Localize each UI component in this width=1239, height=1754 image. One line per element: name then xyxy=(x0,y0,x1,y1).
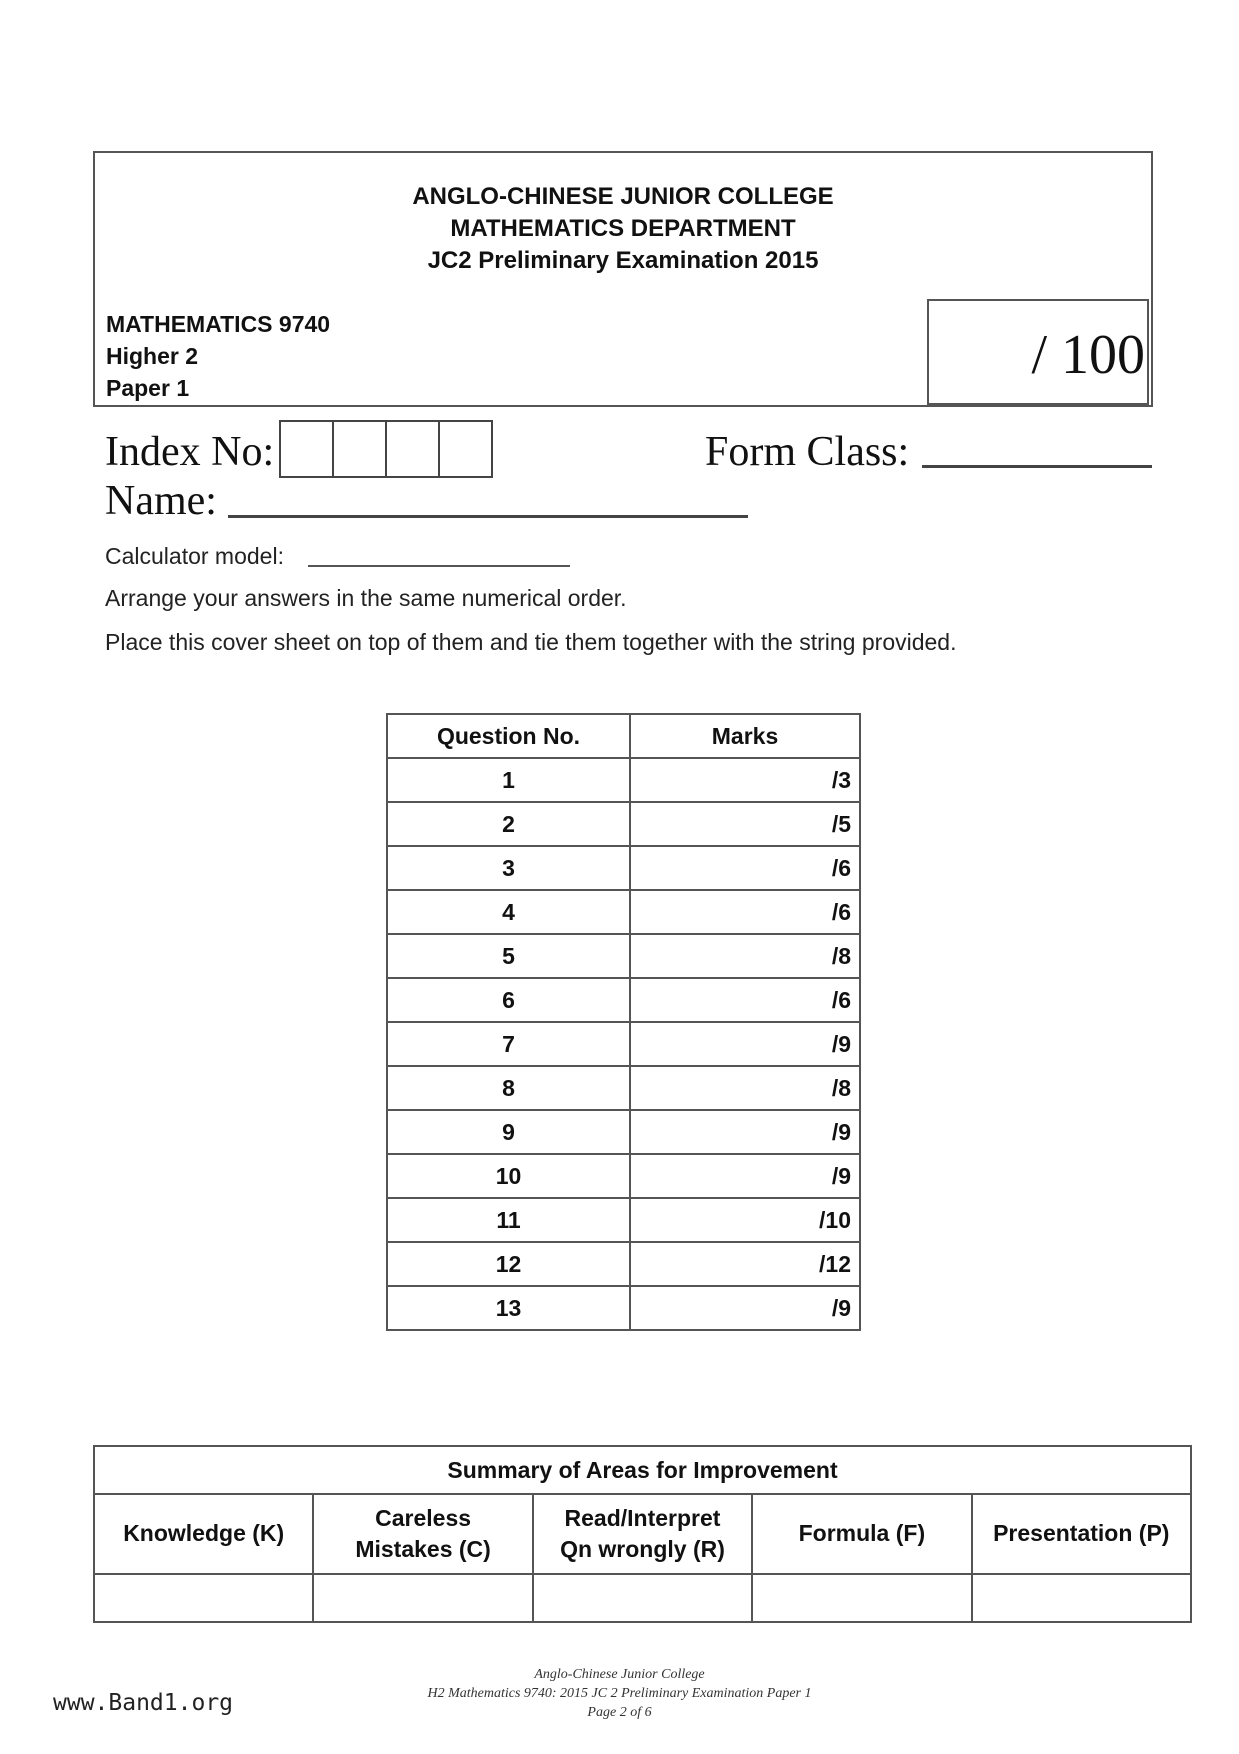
table-row xyxy=(387,890,860,934)
marks-cell[interactable]: /3 xyxy=(630,758,860,802)
category-label: Formula (F) xyxy=(798,1520,926,1547)
summary-category xyxy=(94,1494,313,1574)
question-number: 4 xyxy=(387,890,630,934)
exam-title: JC2 Preliminary Examination 2015 xyxy=(427,247,819,274)
total-score: / 100 xyxy=(1031,324,1145,386)
question-number: 12 xyxy=(387,1242,630,1286)
summary-category xyxy=(972,1494,1191,1574)
category-label: Qn wrongly (R) xyxy=(560,1536,725,1562)
header-box xyxy=(93,151,1153,407)
name-field[interactable] xyxy=(228,515,748,518)
instruction-line: Arrange your answers in the same numerical order. xyxy=(105,585,627,611)
header-marks: Marks xyxy=(630,714,860,758)
form-class-field[interactable] xyxy=(922,465,1152,468)
index-number-boxes[interactable] xyxy=(279,420,493,478)
summary-entry-cell[interactable] xyxy=(313,1574,532,1622)
table-row xyxy=(387,1110,860,1154)
marks-cell[interactable]: /6 xyxy=(630,978,860,1022)
marks-cell[interactable]: /5 xyxy=(630,802,860,846)
table-row xyxy=(387,758,860,802)
summary-category xyxy=(533,1494,752,1574)
question-number: 10 xyxy=(387,1154,630,1198)
table-row xyxy=(387,1066,860,1110)
table-row xyxy=(387,1286,860,1330)
marks-cell[interactable]: /8 xyxy=(630,934,860,978)
calculator-label: Calculator model: xyxy=(105,543,284,569)
footer-paper: H2 Mathematics 9740: 2015 JC 2 Preliminary Examination Paper 1 xyxy=(427,1686,812,1701)
summary-entry-cell[interactable] xyxy=(972,1574,1191,1622)
question-number: 11 xyxy=(387,1198,630,1242)
category-label: Mistakes (C) xyxy=(355,1536,491,1562)
summary-entry-cell[interactable] xyxy=(752,1574,971,1622)
marks-cell[interactable]: /6 xyxy=(630,890,860,934)
summary-category xyxy=(752,1494,971,1574)
department-name: MATHEMATICS DEPARTMENT xyxy=(450,215,796,242)
marks-cell[interactable]: /9 xyxy=(630,1286,860,1330)
table-row xyxy=(387,934,860,978)
index-label: Index No: xyxy=(105,429,275,475)
marks-table xyxy=(386,713,861,1331)
paper-number: Paper 1 xyxy=(106,375,190,401)
table-row xyxy=(387,978,860,1022)
index-digit-box[interactable] xyxy=(387,422,440,476)
marks-cell[interactable]: /12 xyxy=(630,1242,860,1286)
question-number: 13 xyxy=(387,1286,630,1330)
marks-cell[interactable]: /6 xyxy=(630,846,860,890)
header-question-no: Question No. xyxy=(387,714,630,758)
question-number: 9 xyxy=(387,1110,630,1154)
index-digit-box[interactable] xyxy=(440,422,491,476)
table-header-row xyxy=(387,714,860,758)
summary-entry-cell[interactable] xyxy=(533,1574,752,1622)
marks-cell[interactable]: /8 xyxy=(630,1066,860,1110)
summary-category xyxy=(313,1494,532,1574)
calculator-field[interactable] xyxy=(308,565,570,567)
table-row xyxy=(387,1198,860,1242)
question-number: 5 xyxy=(387,934,630,978)
summary-entry-cell[interactable] xyxy=(94,1574,313,1622)
question-number: 6 xyxy=(387,978,630,1022)
form-class-label: Form Class: xyxy=(705,429,910,475)
table-row xyxy=(387,1154,860,1198)
question-number: 2 xyxy=(387,802,630,846)
table-row xyxy=(387,1022,860,1066)
summary-table xyxy=(93,1445,1192,1623)
footer-college: Anglo-Chinese Junior College xyxy=(534,1667,705,1682)
category-label: Careless xyxy=(375,1504,472,1531)
subject-level: Higher 2 xyxy=(106,343,199,369)
marks-cell[interactable]: /9 xyxy=(630,1022,860,1066)
question-number: 1 xyxy=(387,758,630,802)
marks-cell[interactable]: /10 xyxy=(630,1198,860,1242)
marks-cell[interactable]: /9 xyxy=(630,1154,860,1198)
watermark: www.Band1.org xyxy=(53,1690,234,1716)
table-row xyxy=(387,802,860,846)
table-row xyxy=(387,1242,860,1286)
category-label: Presentation (P) xyxy=(993,1520,1170,1547)
footer-page: Page 2 of 6 xyxy=(587,1705,652,1720)
name-label: Name: xyxy=(105,478,217,524)
category-label: Knowledge (K) xyxy=(123,1520,285,1547)
question-number: 8 xyxy=(387,1066,630,1110)
summary-title: Summary of Areas for Improvement xyxy=(94,1446,1191,1494)
index-digit-box[interactable] xyxy=(334,422,387,476)
question-number: 3 xyxy=(387,846,630,890)
question-number: 7 xyxy=(387,1022,630,1066)
total-score-box[interactable] xyxy=(927,299,1149,405)
table-row xyxy=(387,846,860,890)
index-digit-box[interactable] xyxy=(281,422,334,476)
instruction-line: Place this cover sheet on top of them and tie them together with the string provided. xyxy=(105,629,957,655)
marks-cell[interactable]: /9 xyxy=(630,1110,860,1154)
college-name: ANGLO-CHINESE JUNIOR COLLEGE xyxy=(412,183,834,210)
category-label: Read/Interpret xyxy=(564,1504,721,1531)
subject-code: MATHEMATICS 9740 xyxy=(106,311,331,337)
